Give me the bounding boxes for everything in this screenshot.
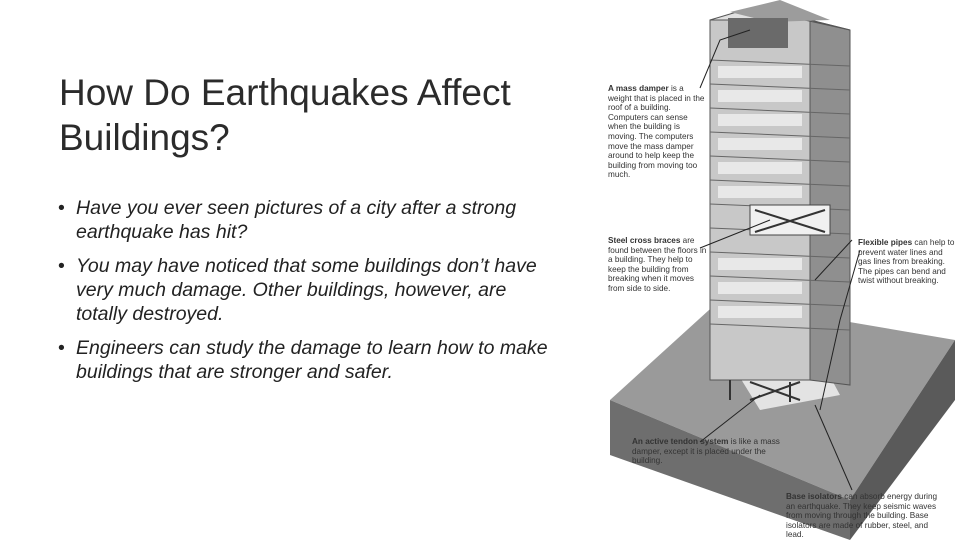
- bullet-item: [58, 196, 558, 244]
- bullet-text: You may have noticed that some buildings don’t have very much damage. Other buildings, however, are totally destroyed.: [76, 255, 537, 325]
- base-isolators-callout: [786, 492, 946, 540]
- callout-term: Flexible pipes: [858, 238, 913, 247]
- callout-text: can help to prevent water lines and gas lines from breaking. The pipes can bend and twist without breaking.: [858, 238, 955, 286]
- bullet-item: [58, 254, 558, 326]
- bullet-text: Have you ever seen pictures of a city after a strong earthquake has hit?: [76, 197, 517, 243]
- callout-text: are found between the floors in a building. They help to keep the building from breaking when it moves from side to side.: [608, 236, 707, 293]
- bullet-item: [58, 336, 558, 384]
- building-side: [810, 20, 850, 385]
- active-tendon-callout: [632, 437, 782, 466]
- mass-damper: [728, 18, 788, 48]
- callout-term: An active tendon system: [632, 437, 729, 446]
- flexible-pipes-callout: [858, 238, 958, 286]
- bullet-list: [58, 196, 558, 394]
- callout-text: is a weight that is placed in the roof of a building. Computers can sense when the building is moving. The computers move the mass damper around to help keep the building from moving too much.: [608, 84, 705, 180]
- callout-term: A mass damper: [608, 84, 669, 93]
- earthquake-building-diagram: [600, 0, 960, 540]
- bullet-icon: •: [58, 197, 65, 219]
- cross-braces-callout: [608, 236, 708, 294]
- callout-text: is like a mass damper, except it is placed under the building.: [632, 437, 780, 466]
- mass-damper-callout: [608, 84, 708, 180]
- bullet-text: Engineers can study the damage to learn how to make buildings that are stronger and safer.: [76, 337, 548, 383]
- bullet-icon: •: [58, 255, 65, 277]
- bullet-icon: •: [58, 337, 65, 359]
- slide-title: How Do Earthquakes Affect Buildings?: [59, 72, 511, 158]
- callout-term: Steel cross braces: [608, 236, 681, 245]
- callout-term: Base isolators: [786, 492, 842, 501]
- callout-text: can absorb energy during an earthquake. They keep seismic waves from moving through the building. Base isolators are made of rubber, steel, and lead.: [786, 492, 938, 540]
